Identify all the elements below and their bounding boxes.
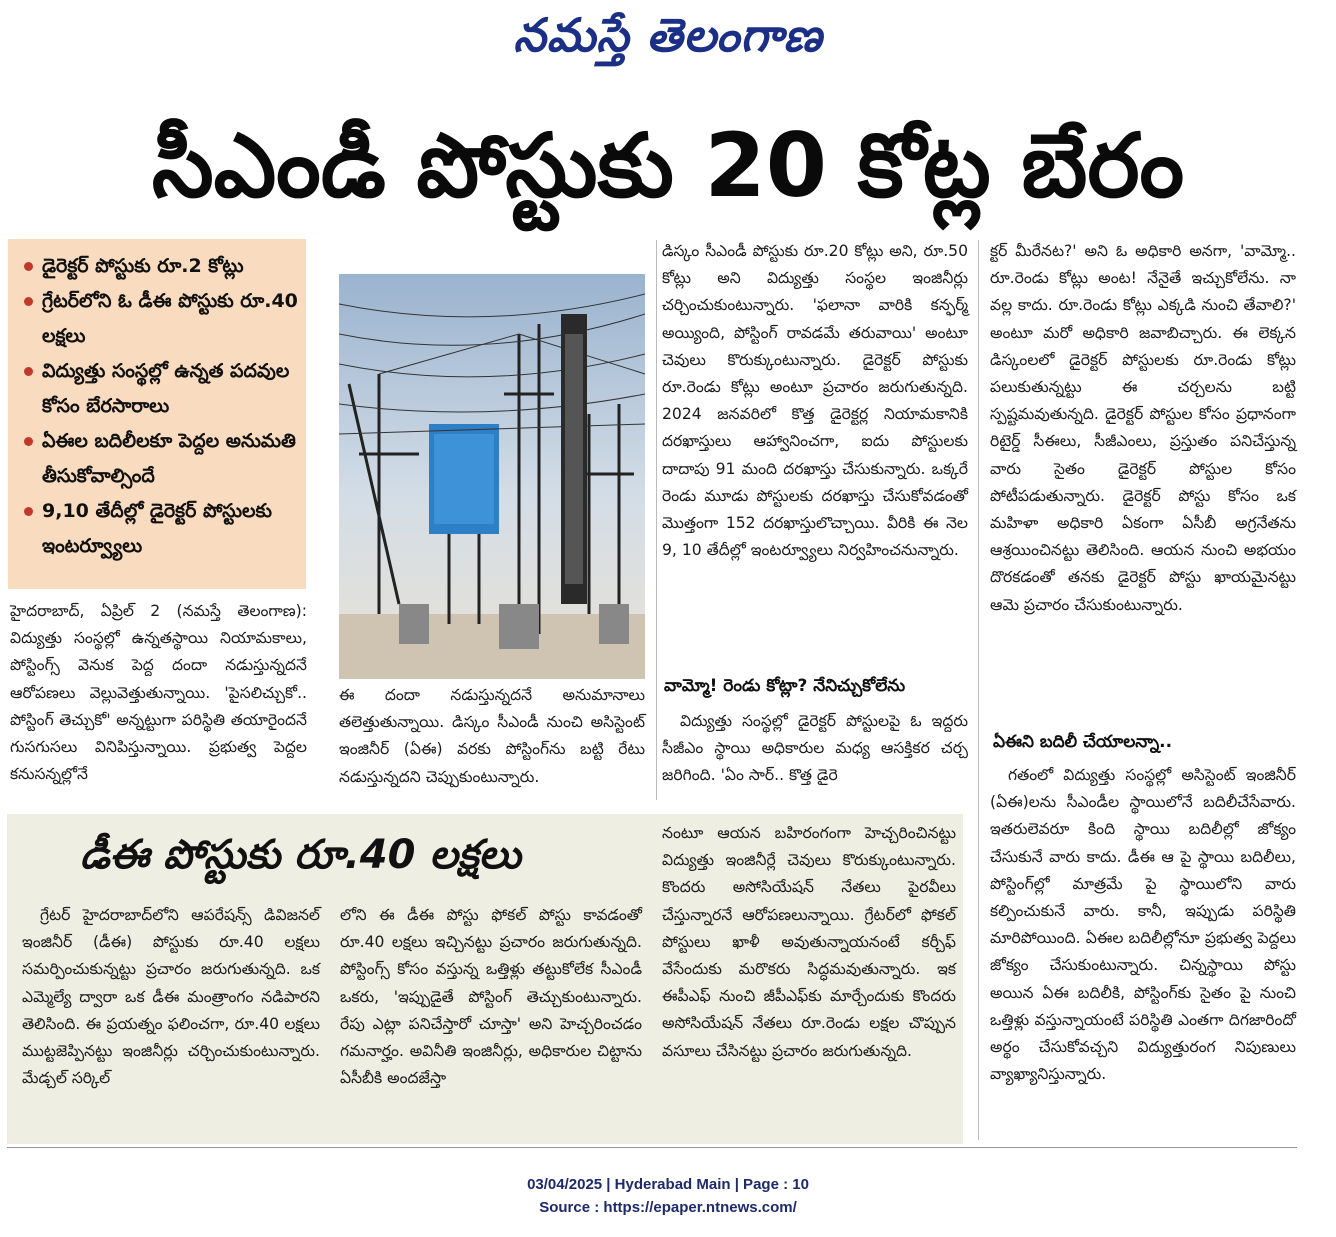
article-paragraph: హైదరాబాద్, ఏప్రిల్ 2 (నమస్తే తెలంగాణ): విద్యుత్తు సంస్థల్లో ఉన్నతస్థాయి నియామకాలు, పోస్టింగ్స్ వెనుక పెద్ద దందా నడుస్తున్నదనే ఆరోపణలు వెల్లువెత్తుతున్నాయి. 'పైసలిచ్చుకో.. పోస్టింగ్ తెచ్చుకో' అన్నట్టుగా పరిస్థితి తయారైందనే గుసగుసలు వినిపిస్తున్నాయి. ప్రభుత్వ పెద్దల కనుసన్నల్లోనే: [10, 602, 307, 784]
substation-photo: [339, 274, 645, 679]
article-column-4: [990, 238, 1296, 619]
article-paragraph: గ్రేటర్ హైదరాబాద్‌లోని ఆపరేషన్స్ డివిజనల్ ఇంజినీర్ (డీఈ) పోస్టుకు రూ.40 లక్షలు సమర్పించుకున్నట్టు ప్రచారం జరుగుతున్నది. ఒక ఎమ్మెల్యే ద్వారా ఒక డీఈ మంత్రాంగం నడిపారని తెలిసింది. ఈ ప్రయత్నం ఫలించగా, రూ.40 లక్షలు ముట్టజెప్పినట్టు ఇంజినీర్లు చర్చించుకుంటున్నారు. మేడ్చల్ సర్కిల్: [22, 906, 320, 1088]
highlight-item: విద్యుత్తు సంస్థల్లో ఉన్నత పదవుల కోసం బేరసారాలు: [22, 354, 298, 424]
sidebar-story-column-1: [22, 902, 320, 1092]
footer-date-edition: 03/04/2025 | Hyderabad Main | Page : 10: [527, 1176, 809, 1193]
article-column-2: [339, 682, 645, 791]
article-column-3b: [662, 708, 968, 790]
article-column-4b: [990, 762, 1296, 1088]
article-column-1: [10, 598, 307, 788]
article-paragraph: నంటూ ఆయన బహిరంగంగా హెచ్చరించినట్టు విద్యుత్తు ఇంజినీర్లే చెవులు కొరుక్కుంటున్నారు. కొందరు అసోసియేషన్ నేతలు పైరవీలు చేస్తున్నారనే ఆరోపణలున్నాయి. గ్రేటర్‌లో ఫోకల్ పోస్టులు ఖాళీ అవుతున్నాయనంటే కర్చీఫ్ వేసేందుకు మరొకరు సిద్ధమవుతున్నారు. ఇక ఈపీఎఫ్ నుంచి జీపీఎఫ్‌కు మార్చేందుకు కొందరు అసోసియేషన్ నేతలు రూ.రెండు లక్షల చొప్పున వసూలు చేసినట్టు ప్రచారం జరుగుతున్నది.: [662, 824, 956, 1060]
highlight-item: 9,10 తేదీల్లో డైరెక్టర్ పోస్టులకు ఇంటర్వ్యూలు: [22, 494, 298, 564]
article-paragraph: విద్యుత్తు సంస్థల్లో డైరెక్టర్ పోస్టులపై ఓ ఇద్దరు సీజీఎం స్థాయి అధికారుల మధ్య ఆసక్తికర చర్చ జరిగింది. 'ఏం సార్.. కొత్త డైరె: [662, 712, 968, 785]
subheading: ఏఈని బదిలీ చేయాలన్నా..: [993, 732, 1173, 752]
sidebar-story-column-3: [662, 820, 956, 1065]
highlight-item: ఏఈల బదిలీలకూ పెద్దల అనుమతి తీసుకోవాల్సిందే: [22, 424, 298, 494]
masthead-logo: నమస్తే తెలంగాణ: [513, 8, 823, 62]
article-paragraph: క్టర్ మీరేనట?' అని ఓ అధికారి అనగా, 'వామ్మో.. రూ.రెండు కోట్లు అంట! నేనైతే ఇచ్చుకోలేను. నా వల్ల కాదు. రూ.రెండు కోట్లు ఎక్కడి నుంచి తేవాలి?' అంటూ మరో అధికారి జవాబిచ్చారు. ఈ లెక్కన డిస్కంలలో డైరెక్టర్ పోస్టులకు రూ.రెండు కోట్లు పలుకుతున్నట్టు ఈ చర్చలను బట్టి స్పష్టమవుతున్నది. డైరెక్టర్ పోస్టుల కోసం ప్రధానంగా రిటైర్డ్ సీఈలు, సీజీఎంలు, ప్రస్తుతం పనిచేస్తున్న వారు సైతం డైరెక్టర్ పోస్టుల కోసం పోటీపడుతున్నారు. డైరెక్టర్ పోస్టు కోసం ఒక మహిళా అధికారి ఏకంగా ఏసీబీ అగ్రనేతను ఆశ్రయించినట్టు తెలిసింది. ఆయన నుంచి అభయం దొరకడంతో తనకు డైరెక్టర్ పోస్టు ఖాయమైనట్టు ఆమె ప్రచారం చేసుకుంటున్నారు.: [990, 242, 1296, 614]
article-paragraph: గతంలో విద్యుత్తు సంస్థల్లో అసిస్టెంట్ ఇంజినీర్ (ఏఈ)లను సీఎండీల స్థాయిలోనే బదిలీచేసేవారు. ఇతరులెవరూ కింది స్థాయి బదిలీల్లో జోక్యం చేసుకునే వారు కాదు. డీఈ ఆ పై స్థాయి బదిలీలు, పోస్టింగ్‌ల్లో మాత్రమే పై స్థాయిలోని వారు కల్పించుకునే వారు. కానీ, ఇప్పుడు పరిస్థితి మారిపోయింది. ఏఈల బదిలీల్లోనూ ప్రభుత్వ పెద్దలు జోక్యం చేసుకుంటున్నారు. చిన్నస్థాయి పోస్టు అయిన ఏఈ బదిలీకి, పోస్టింగ్‌కు సైతం పై నుంచి ఒత్తిళ్లు వస్తున్నాయంటే పరిస్థితి ఎంతగా దిగజారిందో అర్థం చేసుకోవచ్చని విద్యుత్తురంగ నిపుణులు వ్యాఖ్యానిస్తున్నారు.: [990, 766, 1296, 1084]
footer-divider: [7, 1147, 1297, 1148]
headline: సీఎండీ పోస్టుకు 20 కోట్ల బేరం: [151, 114, 1185, 217]
highlight-item: డైరెక్టర్ పోస్టుకు రూ.2 కోట్లు: [22, 249, 298, 284]
article-paragraph: లోని ఈ డీఈ పోస్టు ఫోకల్ పోస్టు కావడంతో రూ.40 లక్షలు ఇచ్చినట్టు ప్రచారం జరుగుతున్నది. పోస్టింగ్స్ కోసం వస్తున్న ఒత్తిళ్లు తట్టుకోలేక సీఎండీ ఒకరు, 'ఇప్పుడైతే పోస్టింగ్ తెచ్చుకుంటున్నారు. రేపు ఎట్లా పనిచేస్తారో చూస్తా' అని హెచ్చరించడం గమనార్హం. అవినీతి ఇంజినీర్లు, అధికారుల చిట్టాను ఏసీబీకి అందజేస్తా: [340, 906, 642, 1088]
highlights-box: [8, 239, 306, 589]
subheading: వామ్మో! రెండు కోట్లా? నేనిచ్చుకోలేను: [664, 676, 906, 696]
article-column-3: [662, 238, 968, 564]
article-paragraph: ఈ దందా నడుస్తున్నదనే అనుమానాలు తలెత్తుతున్నాయి. డిస్కం సీఎండీ నుంచి అసిస్టెంట్ ఇంజినీర్ (ఏఈ) వరకు పోస్టింగ్‌ను బట్టి రేటు నడుస్తున్నదని చెప్పుకుంటున్నారు.: [339, 686, 645, 786]
footer-source-link[interactable]: Source : https://epaper.ntnews.com/: [539, 1199, 797, 1216]
column-divider: [656, 240, 657, 800]
sidebar-story-title: డీఈ పోస్టుకు రూ.40 లక్షలు: [80, 832, 521, 878]
article-paragraph: డిస్కం సీఎండీ పోస్టుకు రూ.20 కోట్లు అని, రూ.50 కోట్లు అని విద్యుత్తు సంస్థల ఇంజినీర్లు చర్చించుకుంటున్నారు. 'ఫలానా వారికి కన్ఫర్మ్ అయ్యింది, పోస్టింగ్ రావడమే తరువాయి' అంటూ చెవులు కొరుక్కుంటున్నారు. డైరెక్టర్ పోస్టుకు రూ.రెండు కోట్లు అంటూ ప్రచారం జరుగుతున్నది. 2024 జనవరిలో కొత్త డైరెక్టర్ల నియామకానికి దరఖాస్తులు ఆహ్వానించగా, ఐదు పోస్టులకు దాదాపు 91 మంది దరఖాస్తు చేసుకున్నారు. ఒక్కరే రెండు మూడు పోస్టులకు దరఖాస్తు చేసుకోవడంతో మొత్తంగా 152 దరఖాస్తులొచ్చాయి. వీరికి ఈ నెల 9, 10 తేదీల్లో ఇంటర్వ్యూలు నిర్వహించనున్నారు.: [662, 242, 968, 560]
sidebar-story-column-2: [340, 902, 642, 1092]
highlight-item: గ్రేటర్‌లోని ఓ డీఈ పోస్టుకు రూ.40 లక్షలు: [22, 284, 298, 354]
column-divider: [978, 240, 979, 1140]
